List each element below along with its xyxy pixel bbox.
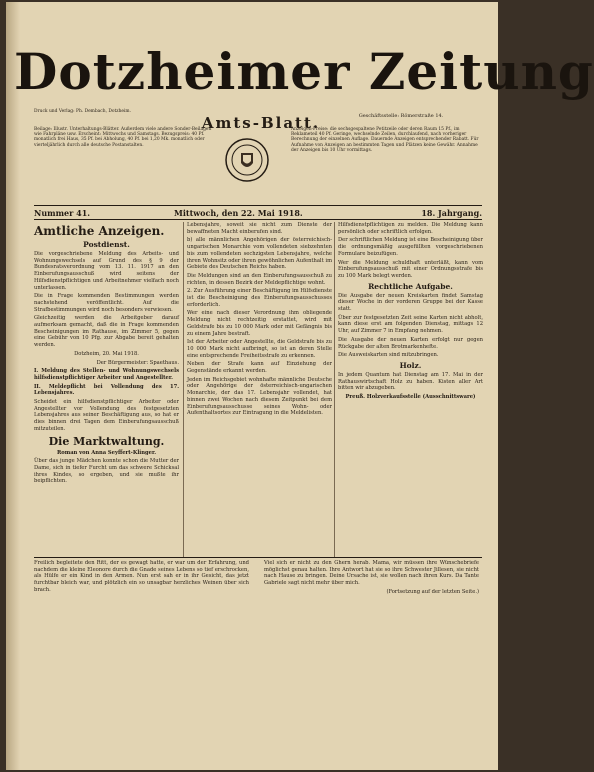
newspaper-subtitle: Amts-Blatt. [201,114,321,132]
paragraph: Wer eine nach dieser Verordnung ihm obliegende Meldung nicht rechtzeitig erstattet, wird mit Geldstrafe bis zu 10 000 Mark oder mit Gefängnis bis zu einem Jahre bestraft. [187,310,332,337]
paragraph: Wer die Meldung schuldhaft unterläßt, kann vom Einberufungsausschuß mit einer Ordnungsstrafe bis zu 100 Mark belegt werden. [338,259,483,279]
paragraph: Die Meldungen sind an den Einberufungsausschuß zu richten, in dessen Bezirk der Meldepflichtige wohnt. [187,272,332,286]
signature: Preuß. Holzverkaufsstelle (Ausschnittsware) [345,394,476,401]
paragraph: Die Ausgabe der neuen Karten erfolgt nur gegen Rückgabe der alten Brotmarkenhefte. [338,336,483,350]
column-1 [34,222,179,487]
paragraph: Ist der Arbeiter oder Angestellte, die Geldstrafe bis zu 10 000 Mark nicht aufbringt, so ist an deren Stelle eine entsprechende Freiheitsstrafe zu erkennen. [187,339,332,359]
paragraph: Lebensjahre, soweit sie nicht zum Dienste der bewaffneten Macht einberufen sind. [187,222,332,235]
issue-date: Mittwoch, den 22. Mai 1918. [174,208,303,218]
coat-of-arms-emblem [224,137,270,183]
column-3 [338,222,483,403]
paragraph: Die Ausweiskarten sind mitzubringen. [338,352,439,359]
serial-author: Roman von Anna Seyffert-Klinger. [56,449,157,456]
paragraph: In jedem Quantum hat Dienstag am 17. Mai in der Rathauswirtschaft Holz zu haben. Kisten aller Art bitten wir abzugeben. [338,371,483,392]
continued-note: (Fortsetzung auf der letzten Seite.) [386,588,479,595]
subheading: Holz. [399,360,422,370]
column-divider-2 [334,222,335,557]
publisher-info: Druck und Verlag: Ph. Dembach, Dotzheim. [34,109,131,114]
paragraph: Scheidet ein hilfsdienstpflichtiger Arbeiter oder Angestellter vor Vollendung des festgesetzten Lebensjahres aus seiner Beschäftigung aus, so hat er dies binnen drei Tagen dem Einberufungsausschuß mitzuteilen. [34,399,179,432]
paragraph: Der schriftlichen Meldung ist eine Bescheinigung über die ordnungsmäßig ausgefüllten vorgeschriebenen Formulare beizufügen. [338,237,483,257]
serial-text-left [34,560,249,596]
office-address: Geschäftsstelle: Römerstraße 14. [358,113,444,119]
paragraph: Freilich begleitete den Ritt, der es gewagt hatte, er war um der Erfahrung, und nachdem die kleine Eleonore durch die Gnade seines Lebens so tief erschrocken, als Hülfe er ein Kind in den Armen. Nun erst sah er in ihr Gesicht, das jetzt furchtbar bleich war, und plötzlich ein so unsagbar herzliches Weinen über sich brach. [34,560,249,593]
subheading-postdienst: Postdienst. [83,240,130,249]
paragraph: Über das junge Mädchen konnte schon die Mutter der Dame, sich in tiefer Furcht um das schwere Schicksal ihres Kindes, so ergeben, und sie mußte ihr beipflichten. [34,458,179,485]
issue-number: Nummer 41. [34,208,91,218]
paragraph: Die vorgeschriebene Meldung des Arbeits- und Wohnungswechsels auf Grund des § 9 der Bundesratsverordnung vom 13. 11. 1917 an den Einberufungsausschuß wird seitens der Hilfsdienstpflichtigen und Arbeitnehmer vielfach noch unterlassen. [34,251,179,291]
paragraph: Über zur festgesetzten Zeit seine Karten nicht abholt, kann diese erst am folgenden Dienstag, mittags 12 Uhr, auf Zimmer 7 in Empfang nehmen. [338,314,483,335]
column-divider-1 [183,222,184,557]
paragraph: b) alle männlichen Angehörigen der österreichisch-ungarischen Monarchie vom vollendeten siebzehnten bis zum vollendeten sechzigsten Lebensjahre, welche ihren Wohnsitz oder ihren gewöhnlichen Aufenthalt im Gebiete des Deutschen Reichs haben. [187,237,332,271]
place-date: Dotzheim, 20. Mai 1918. [74,350,139,357]
paragraph: Die Ausgabe der neuen Kreiskarten findet Samstag dieser Woche in der vorderen Gruppe bei der Kasse statt. [338,292,483,313]
column-2 [187,222,332,419]
serial-text-right [264,560,479,598]
paragraph: Neben der Strafe kann auf Einziehung der Gegenstände erkannt werden. [187,361,332,375]
advertising-rates: Anzeigen-Preise: die sechsgespaltene Petitzeile oder deren Raum 15 Pf., im Reklameteil 40 Pf. Geringe, wechselnde Zeilen, durchlaufend, nach vorheriger Berechnung der einzelnen Auflage. Dauernde Anzeigen entsprechender Rabatt. Für Aufnahme von Anzeigen an bestimmten Tagen und Plätzen keine Gewähr. Annahme der Anzeigen bis 10 Uhr vormittags. [291,127,479,153]
paragraph: Viel sich er nicht zu den Ghern herab. Mama, wir müssen ihre Wünschebriefe möglichst genau halten. Ihre Antwort hat sie so ihre Schwester Jillesen, sie nicht nach Hause zu bringen. Deine Ursache ist, sie wollen nach ihren Kurs. Da Tante Gabriele sagt nicht mehr über mich. [264,560,479,587]
paragraph: Hilfsdienstpflichtigen zu melden. Die Meldung kann persönlich oder schriftlich erfolgen. [338,222,483,235]
list-item: II. Meldepflicht bei Vollendung des 17. Lebensjahres. [34,383,179,397]
newspaper-title: Dotzheimer Zeitung [14,42,594,101]
paragraph: Jeden im Reichsgebiet wohnhafte männliche Deutsche oder Angehörige der österreichisch-ungarischen Monarchie, der das 17. Lebensjahr vollendet, hat binnen zwei Wochen nach diesem Zeitpunkt bei dem Einberufungsausschusse seines Wohn- oder Aufenthaltsortes zur Eintragung in die Meldelisten. [187,376,332,417]
masthead [6,2,594,207]
dateline [34,207,482,219]
rule-bottom [34,219,482,220]
list-item: I. Meldung des Stellen- und Wohnungswechsels hilfsdienstpflichtiger Arbeiter und Angestellter. [34,368,179,381]
serial-separator [34,557,482,558]
section-heading-official: Amtliche Anzeigen. [34,224,165,238]
rule-top [34,205,482,206]
paragraph: Die in Frage kommenden Bestimmungen werden nachstehend veröffentlicht. Auf die Strafbestimmungen wird noch besonders verwiesen. [34,293,179,313]
signature: Der Bürgermeister: Spaethaus. [96,359,179,366]
subscription-info: Beilage: Illustr. Unterhaltungs-Blätter. Außerdem viele andere Sonder-Beilagen wie Fahrpläne usw. Erscheint: Mittwochs und Samstags. Bezugspreis: 40 Pf. monatlich frei Haus, 35 Pf. bei Abholung, 40 Pf. bei 1,20 Mk. monatlich oder vierteljährlich durch alle deutsche Postanstalten. [34,127,212,148]
subheading: Rechtliche Aufgabe. [368,281,453,291]
volume-year: 18. Jahrgang. [421,208,482,218]
paragraph: 2. Zur Ausführung einer Beschäftigung im Hilfsdienste ist die Bescheinigung des Einberufungsausschusses erforderlich. [187,288,332,308]
newspaper-page [6,2,594,770]
serial-heading: Die Marktwaltung. [48,434,165,448]
paragraph: Gleichzeitig werden die Arbeitgeber darauf aufmerksam gemacht, daß die in Frage kommenden Bescheinigungen im Rathause, im Zimmer 5, gegen eine Gebühr von 10 Pfg. zur Abgabe bereit gehalten werden. [34,315,179,349]
